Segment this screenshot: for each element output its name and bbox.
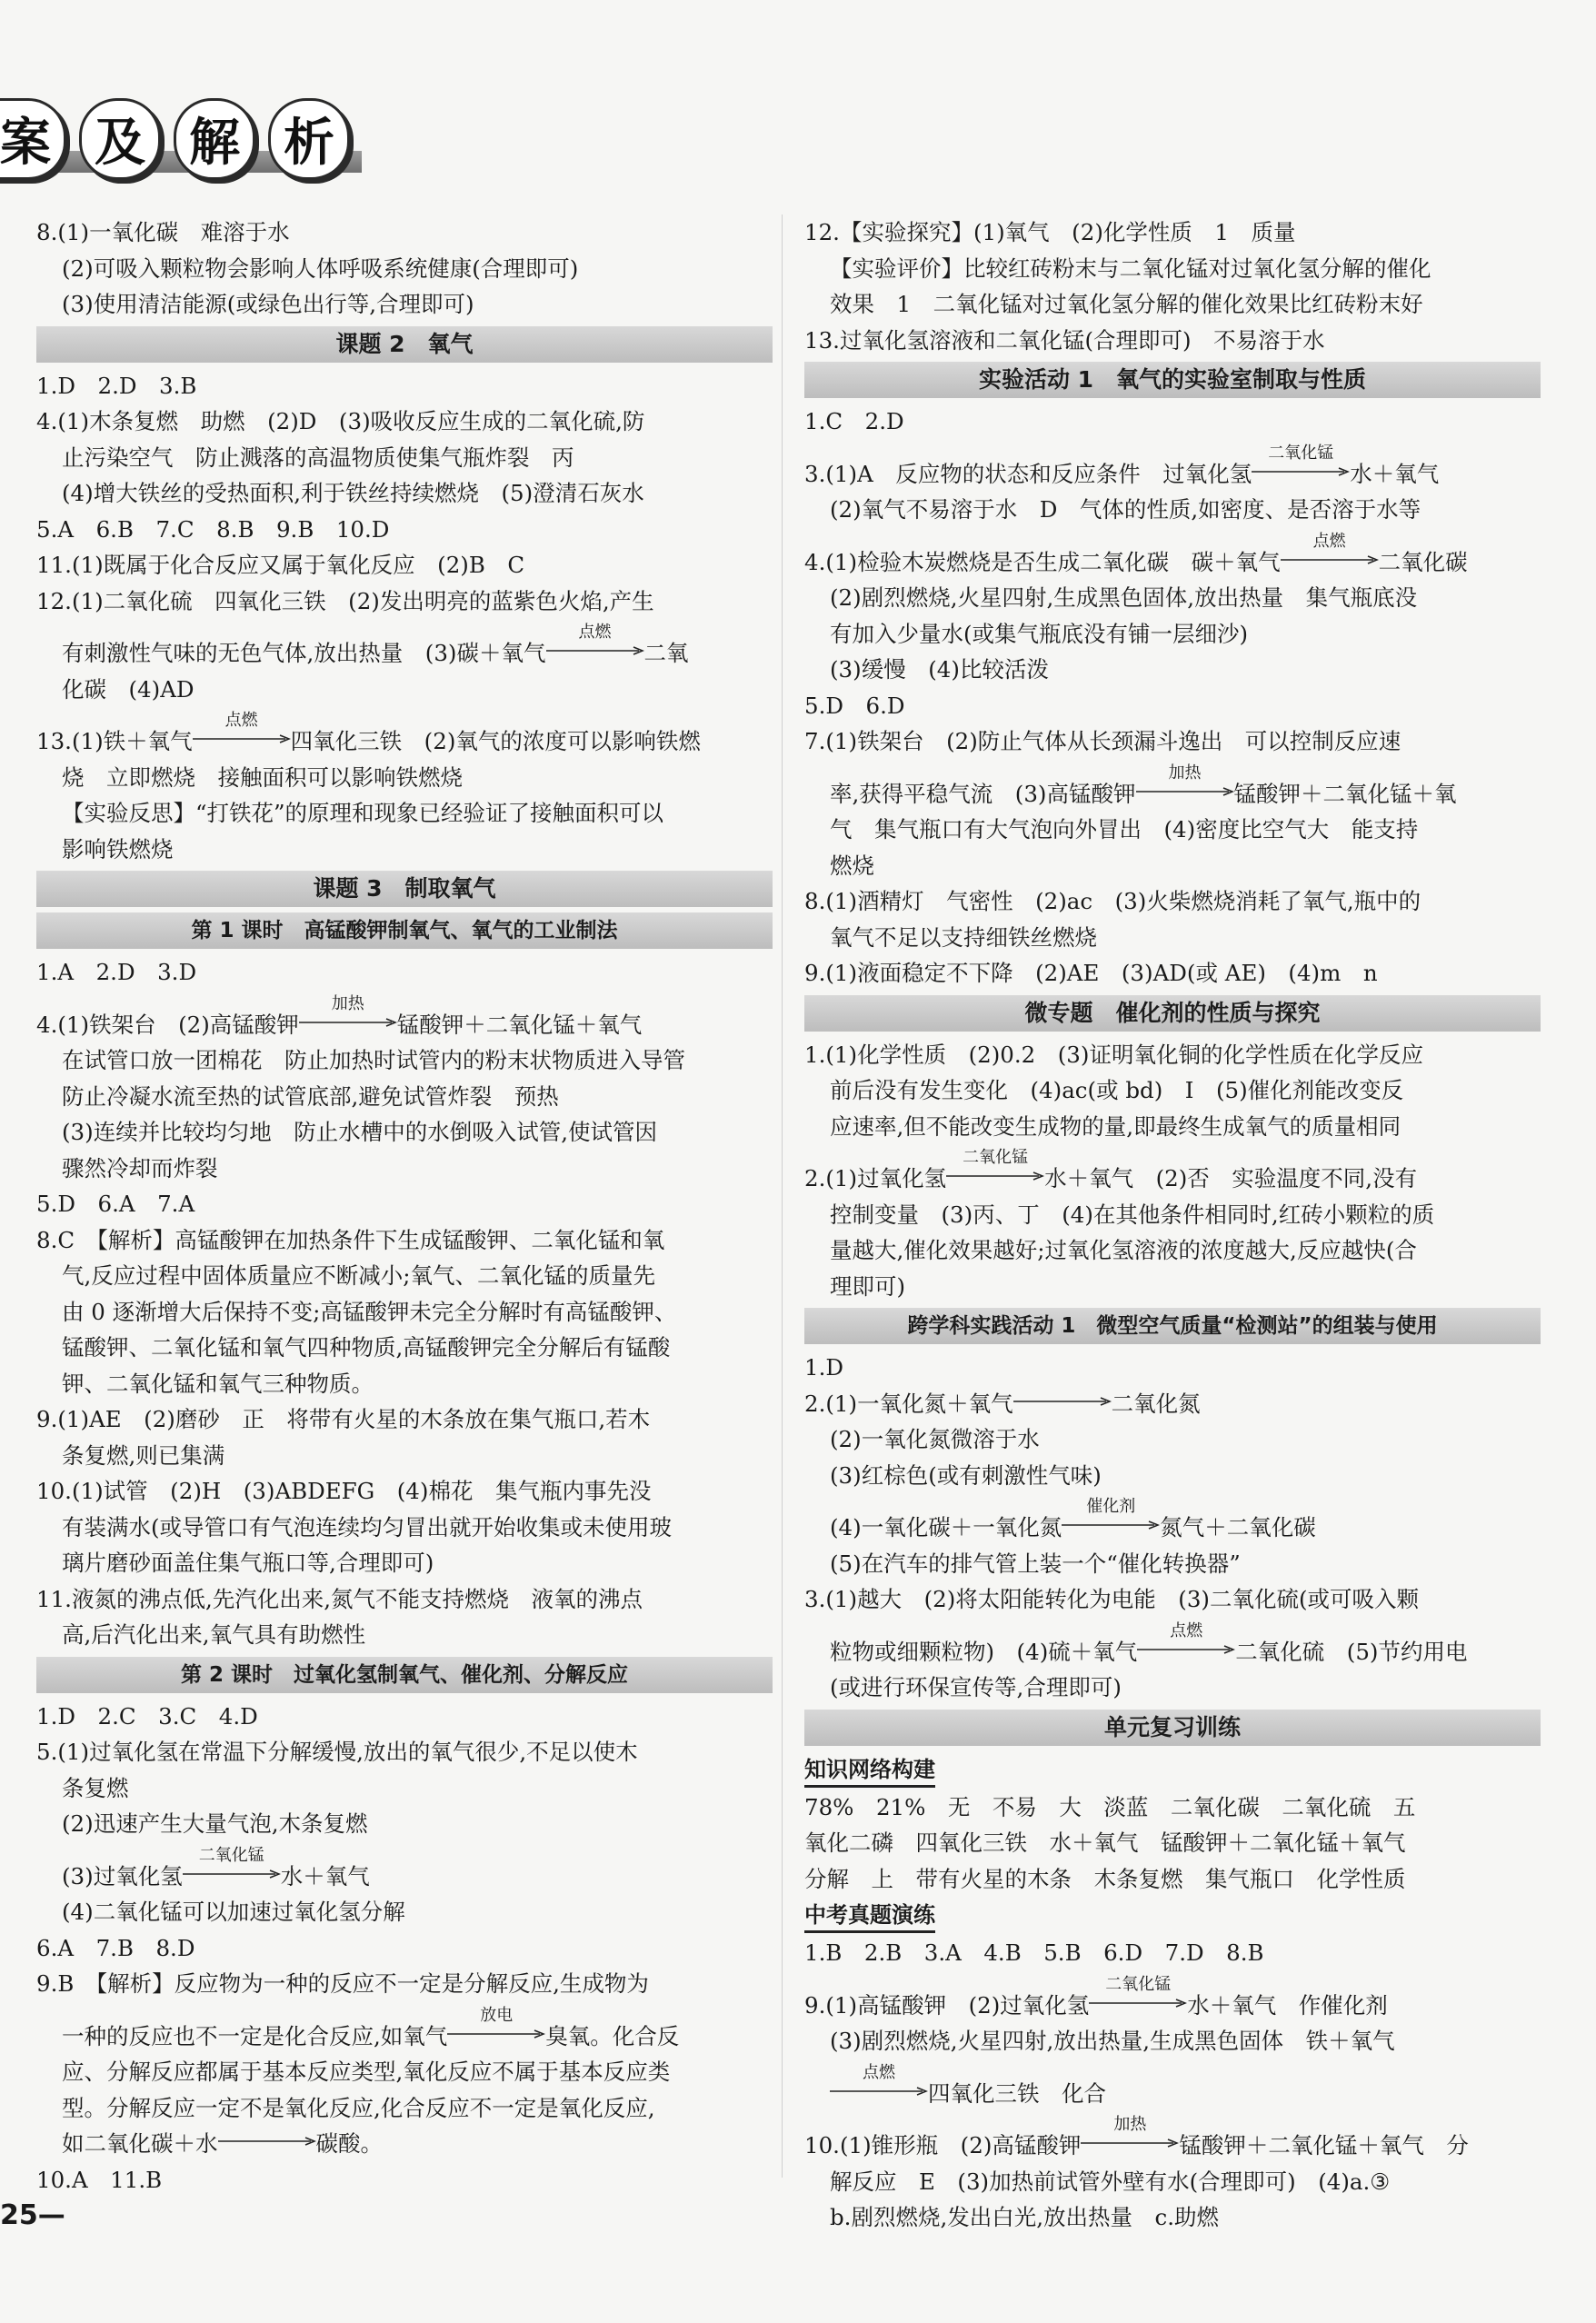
answer-line: 5.(1)过氧化氢在常温下分解缓慢,放出的氧气很少,不足以使木 <box>36 1739 638 1765</box>
answer-line: (3)连续并比较均匀地 防止水槽中的水倒吸入试管,使试管因 <box>62 1119 657 1145</box>
section-heading: 跨学科实践活动 1 微型空气质量“检测站”的组装与使用 <box>804 1308 1541 1344</box>
column-divider <box>782 214 783 2178</box>
section-heading: 单元复习训练 <box>804 1710 1541 1746</box>
answer-line: 控制变量 (3)丙、丁 (4)在其他条件相同时,红砖小颗粒的质 <box>830 1201 1435 1228</box>
answer-line: 烧 立即燃烧 接触面积可以影响铁燃烧 <box>62 763 463 791</box>
answer-line: 1.B 2.B 3.A 4.B 5.B 6.D 7.D 8.B <box>804 1939 1264 1966</box>
answer-line: 由 0 逐渐增大后保持不变;高锰酸钾未完全分解时有高锰酸钾、 <box>62 1298 677 1325</box>
section-heading: 微专题 催化剂的性质与探究 <box>804 995 1541 1032</box>
answer-line: 有装满水(或导管口有气泡连续均匀冒出就开始收集或未使用玻 <box>62 1513 673 1540</box>
answer-line: 化碳 (4)AD <box>62 675 195 703</box>
answer-line: (3)红棕色(或有刺激性气味) <box>830 1461 1102 1489</box>
answer-line: (2)一氧化氮微溶于水 <box>830 1426 1040 1452</box>
right-column <box>804 214 1541 2236</box>
answer-line: 8.C 【解析】高锰酸钾在加热条件下生成锰酸钾、二氧化锰和氧 <box>36 1226 665 1253</box>
answer-line: 5.D 6.A 7.A <box>36 1191 195 1217</box>
reaction-arrow: 二氧化锰 <box>946 1162 1044 1186</box>
answer-line: 高,后汽化出来,氧气具有助燃性 <box>62 1621 366 1648</box>
equation-line: 点燃 四氧化三铁 化合 <box>804 2076 1541 2112</box>
answer-line: 在试管口放一团棉花 防止加热时试管内的粉末状物质进入导管 <box>62 1047 685 1073</box>
equation-line: 4.(1)检验木炭燃烧是否生成二氧化碳 碳＋氧气 点燃 二氧化碳 <box>804 531 1468 575</box>
answer-line: 12.(1)二氧化硫 四氧化三铁 (2)发出明亮的蓝紫色火焰,产生 <box>36 587 654 614</box>
reaction-arrow: 点燃 <box>830 2078 928 2101</box>
answer-line: 分解 上 带有火星的木条 木条复燃 集气瓶口 化学性质 <box>804 1865 1406 1892</box>
header-char: 解 <box>174 98 255 180</box>
answer-line: (3)剧烈燃烧,火星四射,放出热量,生成黑色固体 铁＋氧气 <box>830 2028 1395 2054</box>
answer-line: (3)缓慢 (4)比较活泼 <box>830 656 1049 683</box>
answer-line: 11.(1)既属于化合反应又属于氧化反应 (2)B C <box>36 552 525 578</box>
answer-line: (或进行环保宣传等,合理即可) <box>830 1674 1122 1700</box>
equation-line: 粒物或细颗粒物) (4)硫＋氧气 点燃 二氧化硫 (5)节约用电 <box>830 1620 1468 1665</box>
equation-line: 3.(1)A 反应物的状态和反应条件 过氧化氢 二氧化锰 水＋氧气 <box>804 443 1440 487</box>
answer-line: (5)在汽车的排气管上装一个“催化转换器” <box>830 1550 1241 1577</box>
answer-line: 气,反应过程中固体质量应不断减小;氧气、二氧化锰的质量先 <box>62 1262 656 1289</box>
answer-line: 4.(1)木条复燃 助燃 (2)D (3)吸收反应生成的二氧化硫,防 <box>36 408 645 434</box>
answer-line: 骤然冷却而炸裂 <box>62 1154 218 1181</box>
reaction-arrow: 点燃 <box>1281 546 1379 570</box>
answer-line: 解反应 E (3)加热前试管外壁有水(合理即可) (4)a.③ <box>830 2168 1391 2195</box>
answer-line: 9.(1)液面稳定不下降 (2)AE (3)AD(或 AE) (4)m n <box>804 960 1378 986</box>
answer-line: 1.D 2.C 3.C 4.D <box>36 1702 258 1730</box>
answer-line: 应速率,但不能改变生成物的量,即最终生成氧气的质量相同 <box>830 1112 1401 1140</box>
equation-line: 9.(1)高锰酸钾 (2)过氧化氢 二氧化锰 水＋氧气 作催化剂 <box>804 1974 1388 2019</box>
answer-line: 9.(1)AE (2)磨砂 正 将带有火星的木条放在集气瓶口,若木 <box>36 1406 651 1432</box>
reaction-arrow: 加热 <box>1136 778 1234 802</box>
answer-line: 效果 1 二氧化锰对过氧化氢分解的催化效果比红砖粉末好 <box>830 291 1423 317</box>
reaction-arrow: 二氧化锰 <box>1089 1989 1187 2013</box>
answer-line: 止污染空气 防止溅落的高温物质使集气瓶炸裂 丙 <box>62 444 574 471</box>
equation-line: (3)过氧化氢 二氧化锰 水＋氧气 <box>62 1845 370 1889</box>
answer-line: 【实验评价】比较红砖粉末与二氧化锰对过氧化氢分解的催化 <box>830 254 1431 282</box>
equation-line: (4)一氧化碳＋一氧化氮 催化剂 氮气＋二氧化碳 <box>830 1497 1316 1540</box>
section-heading: 课题 3 制取氧气 <box>36 871 773 907</box>
equation-line: 13.(1)铁＋氧气 点燃 四氧化三铁 (2)氧气的浓度可以影响铁燃 <box>36 711 701 754</box>
answer-line: 12.【实验探究】(1)氧气 (2)化学性质 1 质量 <box>804 219 1296 245</box>
section-heading: 课题 2 氧气 <box>36 326 773 363</box>
answer-line: 前后没有发生变化 (4)ac(或 bd) Ⅰ (5)催化剂能改变反 <box>830 1077 1404 1103</box>
equation-line: 率,获得平稳气流 (3)高锰酸钾 加热 锰酸钾＋二氧化锰＋氧 <box>830 763 1457 807</box>
answer-line: 11.液氮的沸点低,先汽化出来,氮气不能支持燃烧 液氧的沸点 <box>36 1585 643 1612</box>
answer-line: 6.A 7.B 8.D <box>36 1934 195 1961</box>
reaction-arrow: 二氧化锰 <box>183 1860 281 1884</box>
answer-line: 10.(1)试管 (2)H (3)ABDEFG (4)棉花 集气瓶内事先没 <box>36 1478 652 1504</box>
answer-line: 13.过氧化氢溶液和二氧化锰(合理即可) 不易溶于水 <box>804 326 1325 354</box>
answer-line: 璃片磨砂面盖住集气瓶口等,合理即可) <box>62 1550 434 1576</box>
review-tag: 知识网络构建 <box>804 1754 935 1788</box>
answer-line: 1.D 2.D 3.B <box>36 372 197 399</box>
answer-line: 型。分解反应一定不是氧化反应,化合反应不一定是氧化反应, <box>62 2094 655 2121</box>
answer-line: 氧气不足以支持细铁丝燃烧 <box>830 923 1097 951</box>
left-column <box>36 214 773 2198</box>
answer-line: (2)迅速产生大量气泡,木条复燃 <box>62 1810 368 1837</box>
answer-line: (2)剧烈燃烧,火星四射,生成黑色固体,放出热量 集气瓶底没 <box>830 584 1418 611</box>
answer-line: 防止冷凝水流至热的试管底部,避免试管炸裂 预热 <box>62 1082 559 1110</box>
answer-line: 条复燃,则已集满 <box>62 1441 225 1469</box>
answer-line: (4)二氧化锰可以加速过氧化氢分解 <box>62 1899 405 1925</box>
reaction-arrow: 二氧化锰 <box>1252 458 1350 482</box>
answer-line: 锰酸钾、二氧化锰和氧气四种物质,高锰酸钾完全分解后有锰酸 <box>62 1334 671 1361</box>
answer-line: 应、分解反应都属于基本反应类型,氧化反应不属于基本反应类 <box>62 2059 671 2085</box>
header-char: 析 <box>268 98 350 180</box>
answer-line: 理即可) <box>830 1272 906 1300</box>
answer-line: b.剧烈燃烧,发出白光,放出热量 c.助燃 <box>830 2204 1220 2230</box>
answer-line: 5.D 6.D <box>804 692 905 719</box>
reaction-arrow: 点燃 <box>546 637 644 661</box>
header-char: 案 <box>0 98 66 180</box>
header-banner <box>0 98 382 189</box>
header-char: 及 <box>79 98 161 180</box>
reaction-arrow: 放电 <box>447 2020 545 2044</box>
answer-line: 78% 21% 无 不易 大 淡蓝 二氧化碳 二氧化硫 五 <box>804 1793 1416 1820</box>
answer-line: 量越大,催化效果越好;过氧化氢溶液的浓度越大,反应越快(合 <box>830 1237 1417 1263</box>
answer-line: 钾、二氧化锰和氧气三种物质。 <box>62 1370 374 1397</box>
reaction-arrow: 点燃 <box>193 725 291 749</box>
answer-line: 氧化二磷 四氧化三铁 水＋氧气 锰酸钾＋二氧化锰＋氧气 <box>804 1829 1406 1856</box>
reaction-arrow: 点燃 <box>1137 1636 1235 1660</box>
answer-line: 有加入少量水(或集气瓶底没有铺一层细沙) <box>830 620 1249 647</box>
equation-line: 10.(1)锥形瓶 (2)高锰酸钾 加热 锰酸钾＋二氧化锰＋氧气 分 <box>804 2115 1469 2158</box>
equation-line: 2.(1)一氧化氮＋氧气 二氧化氮 <box>804 1386 1541 1422</box>
page-number: 25— <box>0 2199 65 2231</box>
answer-line: 7.(1)铁架台 (2)防止气体从长颈漏斗逸出 可以控制反应速 <box>804 728 1401 754</box>
answer-line: 燃烧 <box>830 852 874 879</box>
answer-line: 8.(1)酒精灯 气密性 (2)ac (3)火柴燃烧消耗了氧气,瓶中的 <box>804 888 1421 914</box>
answer-line: 3.(1)越大 (2)将太阳能转化为电能 (3)二氧化硫(或可吸入颗 <box>804 1586 1420 1612</box>
answer-line: 条复燃 <box>62 1774 129 1801</box>
reaction-arrow <box>1013 1388 1112 1411</box>
answer-line: (4)增大铁丝的受热面积,利于铁丝持续燃烧 (5)澄清石灰水 <box>62 480 644 506</box>
answer-line: (2)氧气不易溶于水 D 气体的性质,如密度、是否溶于水等 <box>830 496 1421 523</box>
reaction-arrow: 加热 <box>299 1009 397 1032</box>
answer-line: 1.C 2.D <box>804 408 904 434</box>
answer-line: 1.A 2.D 3.D <box>36 959 197 985</box>
answer-line: 气 集气瓶口有大气泡向外冒出 (4)密度比空气大 能支持 <box>830 816 1419 842</box>
answer-line: 5.A 6.B 7.C 8.B 9.B 10.D <box>36 515 390 543</box>
answer-line: (3)使用清洁能源(或绿色出行等,合理即可) <box>62 291 474 317</box>
equation-line: 2.(1)过氧化氢 二氧化锰 水＋氧气 (2)否 实验温度不同,没有 <box>804 1148 1418 1191</box>
answer-line: (2)可吸入颗粒物会影响人体呼吸系统健康(合理即可) <box>62 254 579 282</box>
answer-line: 影响铁燃烧 <box>62 835 174 862</box>
equation-line: 一种的反应也不一定是化合反应,如氧气 放电 臭氧。化合反 <box>62 2005 680 2049</box>
equation-line: 4.(1)铁架台 (2)高锰酸钾 加热 锰酸钾＋二氧化锰＋氧气 <box>36 993 643 1038</box>
equation-line: 如二氧化碳＋水 碳酸。 <box>36 2126 773 2162</box>
answer-line: 【实验反思】“打铁花”的原理和现象已经验证了接触面积可以 <box>62 800 664 826</box>
answer-line: 9.B 【解析】反应物为一种的反应不一定是分解反应,生成物为 <box>36 1970 649 1997</box>
answer-line: 1.(1)化学性质 (2)0.2 (3)证明氧化铜的化学性质在化学反应 <box>804 1041 1423 1068</box>
answer-line: 8.(1)一氧化碳 难溶于水 <box>36 219 290 245</box>
review-tag: 中考真题演练 <box>804 1899 935 1933</box>
answer-line: 1.D <box>804 1354 844 1381</box>
reaction-arrow <box>218 2128 316 2151</box>
reaction-arrow: 催化剂 <box>1062 1511 1160 1535</box>
subsection-heading: 第 1 课时 高锰酸钾制氧气、氧气的工业制法 <box>36 912 773 949</box>
reaction-arrow: 加热 <box>1081 2129 1179 2153</box>
equation-line: 有刺激性气味的无色气体,放出热量 (3)碳＋氧气 点燃 二氧 <box>62 623 689 666</box>
subsection-heading: 第 2 课时 过氧化氢制氧气、催化剂、分解反应 <box>36 1657 773 1693</box>
answer-line: 10.A 11.B <box>36 2166 163 2193</box>
section-heading: 实验活动 1 氧气的实验室制取与性质 <box>804 362 1541 398</box>
